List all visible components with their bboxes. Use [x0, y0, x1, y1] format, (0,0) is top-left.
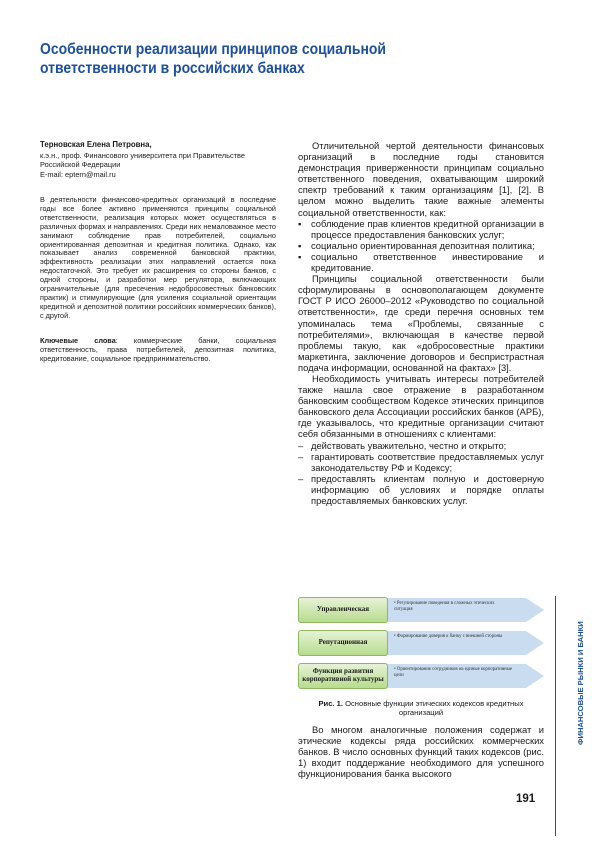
figure-row — [298, 629, 544, 657]
figure-box-label: Репутационная — [298, 630, 388, 656]
page-number: 191 — [516, 793, 536, 805]
keywords-label: Ключевые слова — [40, 336, 116, 345]
figure-box-text: • Формирование доверия к банку с внешней стороны — [394, 634, 503, 639]
section-label: ФИНАНСОВЫЕ РЫНКИ И БАНКИ — [576, 621, 585, 745]
paragraph-4: Во многом аналогичные положения содержат и этические кодексы ряда российских коммерческих банков. В число основных функций таких кодексов (рис. 1) входит поддержание необходимого для успешного функционирования банка высокого — [298, 724, 544, 780]
author-block — [40, 140, 276, 179]
article-title: Особенности реализации принципов социальной ответственности в российских банках — [40, 41, 386, 77]
body-column — [298, 140, 544, 506]
figure-row — [298, 662, 544, 690]
list-item: ▪ социально ответственное инвестирование и кредитование. — [298, 251, 544, 273]
list-item: ▪ социально ориентированная депозитная политика; — [298, 240, 544, 251]
author-position: к.э.н., проф. Финансового университета при Правительстве Российской Федерации — [40, 151, 245, 170]
list-item: ▪ соблюдение прав клиентов кредитной организации в процессе предоставления банковских услуг; — [298, 218, 544, 240]
figure-box-text: • Регулирование поведения в сложных этических ситуация — [394, 601, 495, 612]
body-column-continued — [298, 724, 544, 779]
figure-box-label: Управленческая — [298, 597, 388, 623]
sidebar-divider — [555, 596, 556, 836]
figure-box-label: Функция развития корпоративной культуры — [298, 663, 388, 689]
list-item: – гарантировать соответствие предоставляемых услуг законодательству РФ и Кодексу; — [298, 451, 544, 473]
figure-box-text: • Ориентирование сотрудников на единые корпоративные цели — [394, 667, 513, 678]
paragraph-2: Принципы социальной ответственности были сформулированы в основополагающем документе ГОСТ Р ИСО 26000–2012 «Руководство по социальной ответственности», где среди перечня основных тем упоминалась тема «Проблемы, связанные с потребителями», включающая в качестве первой проблемы такую, как «добросовестные практики маркетинга, заключение договоров и беспристрастная подача информации, основанной на фактах» [3]. — [298, 273, 544, 373]
keywords-text: : коммерческие банки, социальная ответственность, права потребителей, депозитная политика, кредитование, социальное предпринимательство. — [40, 336, 276, 363]
author-email: E-mail: eptern@mail.ru — [40, 169, 116, 179]
paragraph-3: Необходимость учитывать интересы потребителей также нашла свое отражение в разработанном банковским сообществом Кодексе этических принципов банковского дела Ассоциации российских банков (АРБ), где указывалось, что кредитные организации считают себя обязанными в отношениях с клиентами: — [298, 372, 544, 440]
bullet-list — [298, 218, 544, 273]
list-item: – действовать уважительно, честно и открыто; — [298, 440, 544, 451]
author-name: Терновская Елена Петровна, — [40, 140, 152, 149]
keywords — [40, 337, 276, 364]
figure-row — [298, 596, 544, 624]
dash-list — [298, 440, 544, 507]
paragraph-1: Отличительной чертой деятельности финансовых организаций в последние годы становится демонстрация приверженности принципам социально ответственного поведения, охватывающим широкий спектр требований к таким организациям [1], [2]. В целом можно выделить такие важные элементы социальной ответственности, как: — [298, 140, 544, 218]
abstract: В деятельности финансово-кредитных организаций в последние годы все более активно применяются принципы социальной ответственности, реализация которых может осуществляться в различных формах и направлениях. Среди них немаловажное место занимают соблюдение прав потребителей, социально ориентированная депозитная и кредитная политика. Однако, как показывает анализ современной банковской практики, эффективность реализации этих направлений остается пока недостаточной. Это требует их расширения со стороны банков, с одной стороны, и разработки мер регулятора, включающих ограничительные (для пресечения недобросовестных банковских практик) и стимулирующие (для усиления социальной ориентации кредитной и депозитной политики российских коммерческих банков), с другой. — [40, 195, 276, 320]
figure-caption — [298, 699, 544, 718]
caption-number: Рис. 1. — [318, 699, 343, 708]
figure-1 — [298, 596, 544, 694]
caption-text: Основные функции этических кодексов кредитных организаций — [342, 699, 524, 718]
list-item: – предоставлять клиентам полную и достоверную информацию об условиях и порядке оплаты предоставляемых банковских услуг. — [298, 473, 544, 506]
